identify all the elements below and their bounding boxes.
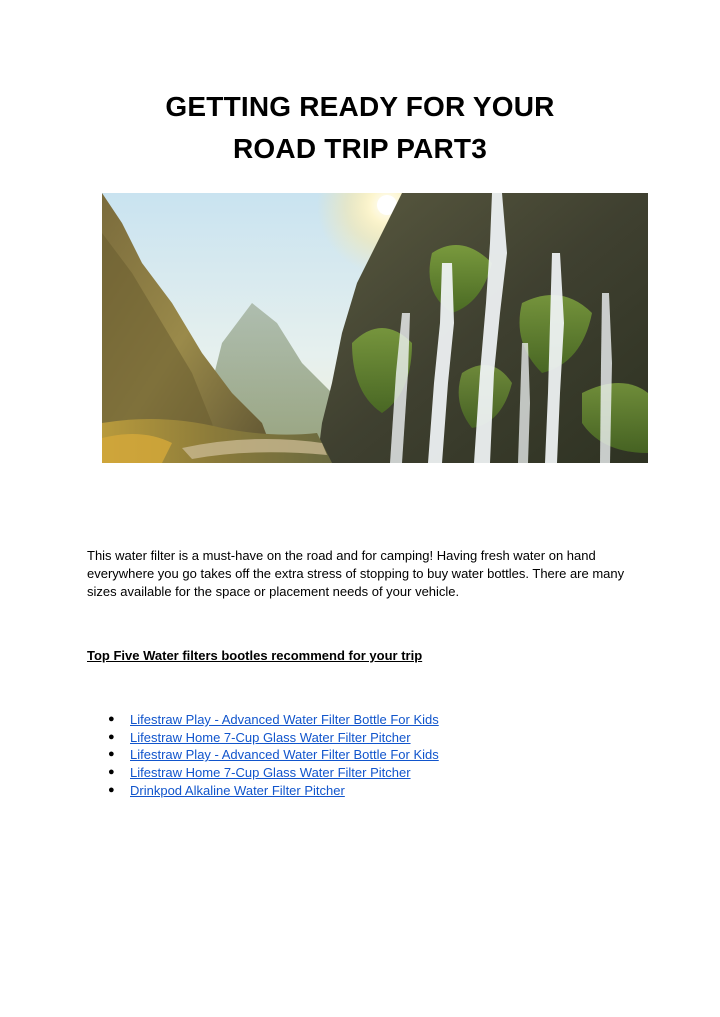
list-item (87, 746, 439, 764)
section-subheading: Top Five Water filters bootles recommend for your trip (87, 648, 423, 663)
link-filter-1[interactable]: Lifestraw Play - Advanced Water Filter Bottle For Kids (130, 712, 439, 727)
list-item (87, 764, 439, 782)
intro-paragraph: This water filter is a must-have on the road and for camping! Having fresh water on hand everywhere you go takes off the extra stress of stopping to buy water bottles. There are many sizes available for the space or placement needs of your vehicle. (87, 548, 625, 599)
title-line-2: ROAD TRIP PART3 (233, 133, 487, 164)
recommended-filters-list (87, 711, 439, 799)
link-filter-2[interactable]: Lifestraw Home 7-Cup Glass Water Filter Pitcher (130, 729, 411, 745)
list-item (87, 782, 439, 800)
link-filter-3[interactable]: Lifestraw Play - Advanced Water Filter Bottle For Kids (130, 747, 439, 763)
bullet-icon: ● (108, 783, 115, 796)
bullet-icon: ● (108, 748, 115, 761)
link-filter-4[interactable]: Lifestraw Home 7-Cup Glass Water Filter Pitcher (130, 765, 411, 781)
bullet-icon: ● (108, 730, 115, 743)
list-item (87, 729, 439, 747)
link-filter-5[interactable]: Drinkpod Alkaline Water Filter Pitcher (130, 782, 345, 798)
title-line-1: GETTING READY FOR YOUR (165, 91, 555, 122)
bullet-icon: ● (108, 713, 115, 725)
page-title (0, 86, 720, 170)
list-item (87, 711, 439, 729)
bullet-icon: ● (108, 766, 115, 779)
hero-image-waterfall (102, 193, 648, 463)
